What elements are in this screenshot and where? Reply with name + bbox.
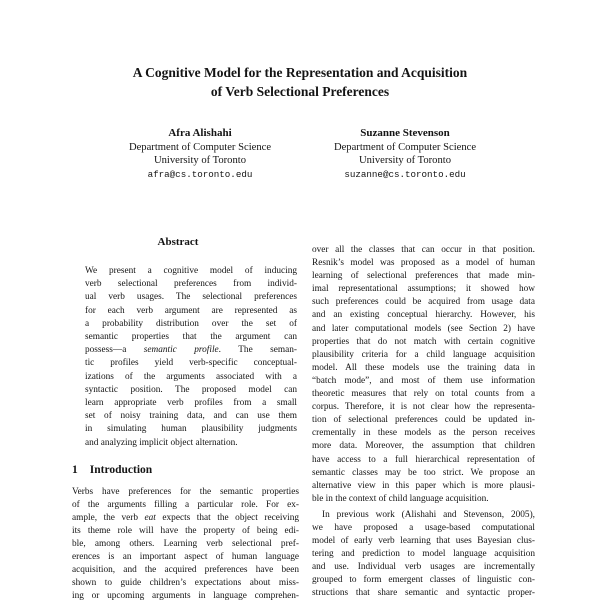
author-block-2 (285, 127, 525, 181)
text-line: theoretic measures that rely on total counts from a (312, 389, 535, 400)
text-line: semantic classes may be too strict. We propose an (312, 467, 535, 478)
text-line: learning of selectional preferences that made min- (312, 271, 535, 282)
text-line: over all the classes that can occur in that position. (312, 245, 535, 255)
text-line: we have proposed a usage-based computational (312, 522, 535, 533)
text-line: semantic properties that the argument can (85, 332, 297, 343)
text-line: ample, the verb eat expects that the object receiving (72, 512, 299, 523)
text-line: imal representational assumptions; it showed how (312, 284, 535, 295)
author-email: afra@cs.toronto.edu (147, 168, 253, 180)
text-line: Resnik’s model was proposed as a model of human (312, 258, 535, 269)
text-line: have access to a full hierarchical representation of (312, 454, 535, 465)
text-line: and analyzing implicit object alternation. (85, 437, 238, 448)
text-line: plausibility criteria for a child language acquisition (312, 349, 535, 360)
text-line: ble, among others. Learning verb selectional pref- (72, 538, 299, 549)
text-line: tic profiles yield verb-specific conceptual- (85, 358, 297, 369)
section-title: Introduction (89, 463, 153, 476)
text-line: verb selectional preferences from individ- (85, 279, 297, 290)
introduction-body (72, 486, 299, 600)
text-line: in simulating human plausibility judgments (85, 424, 297, 435)
author-affiliation-univ: University of Toronto (358, 155, 452, 166)
text-line: corpus. Therefore, it is not clear how the representa- (312, 402, 535, 413)
author-email: suzanne@cs.toronto.edu (344, 168, 466, 180)
text-line: crementally in these models as the person receives (312, 428, 535, 439)
section-number: 1 (72, 463, 78, 476)
author-block-1 (80, 127, 320, 181)
text-line: “batch mode”, and most of them use information (312, 375, 535, 386)
left-column (72, 236, 299, 600)
text-line: more data. Moreover, the assumption that children (312, 441, 535, 452)
text-line: syntactic position. The proposed model can (85, 384, 297, 395)
text-line: possess—a semantic profile. The seman- (85, 345, 297, 356)
text-line: for each verb argument are represented as (85, 305, 297, 316)
paper-title (0, 63, 600, 101)
text-line: model. All these models use the training data in (312, 362, 535, 373)
abstract-body (85, 265, 297, 450)
paragraph-2 (312, 509, 535, 600)
text-line: properties that do not match with certain cognitive (312, 336, 535, 347)
text-line: erences is an important aspect of human language (72, 551, 299, 562)
section-1-heading (72, 464, 299, 477)
text-line: its theme role will have the property of being edi- (72, 525, 299, 536)
text-line: learn appropriate verb profiles from a small (85, 398, 297, 409)
author-affiliation-dept: Department of Computer Science (128, 141, 272, 153)
text-line: Verbs have preferences for the semantic properties (72, 486, 299, 497)
text-line: tion of selectional preferences could be updated in- (312, 415, 535, 426)
paper-title-line-2: of Verb Selectional Preferences (210, 84, 390, 99)
text-line: model of early verb learning that uses Bayesian clus- (312, 536, 535, 547)
paper-title-line-1: A Cognitive Model for the Representation and Acquisition (132, 65, 468, 80)
text-line: set of noisy training data, and can use them (85, 411, 297, 422)
text-line: ual verb usages. The selectional preferences (85, 292, 297, 303)
text-line: ing or upcoming arguments in language comprehen- (72, 590, 299, 600)
text-line: tering and prediction to model language acquisition (312, 549, 535, 560)
text-line: acquisition, and the acquired preferences have been (72, 564, 299, 575)
author-affiliation-dept: Department of Computer Science (333, 141, 477, 153)
abstract-heading: Abstract (157, 236, 199, 248)
author-affiliation-univ: University of Toronto (153, 155, 247, 166)
text-line: alternative view in this paper which is more plausi- (312, 480, 535, 491)
right-column (312, 244, 535, 600)
text-line: and use. Individual verb usages are incrementally (312, 562, 535, 573)
text-line: of the arguments filling a particular role. For ex- (72, 499, 299, 510)
text-line: ble in the context of child language acquisition. (312, 493, 489, 504)
paragraph-1 (312, 244, 535, 506)
text-line: In previous work (Alishahi and Stevenson, 2005), (322, 509, 535, 520)
author-name: Suzanne Stevenson (360, 127, 450, 139)
text-line: grouped to form emergent classes of linguistic con- (312, 575, 535, 586)
text-line: izations of the arguments associated with a (85, 371, 297, 382)
text-line: and later computational models (see Section 2) have (312, 323, 535, 334)
text-line: and an existing conceptual hierarchy. However, his (312, 310, 535, 321)
author-name: Afra Alishahi (168, 127, 232, 139)
text-line: shown to guide children’s expectations about miss- (72, 577, 299, 588)
text-line: a probability distribution over the set of (85, 318, 297, 329)
text-line: We present a cognitive model of inducing (85, 266, 297, 276)
text-line: such preferences could be acquired from usage data (312, 297, 535, 308)
text-line: structions that share semantic and syntactic proper- (312, 588, 535, 599)
authors-row (0, 127, 600, 187)
